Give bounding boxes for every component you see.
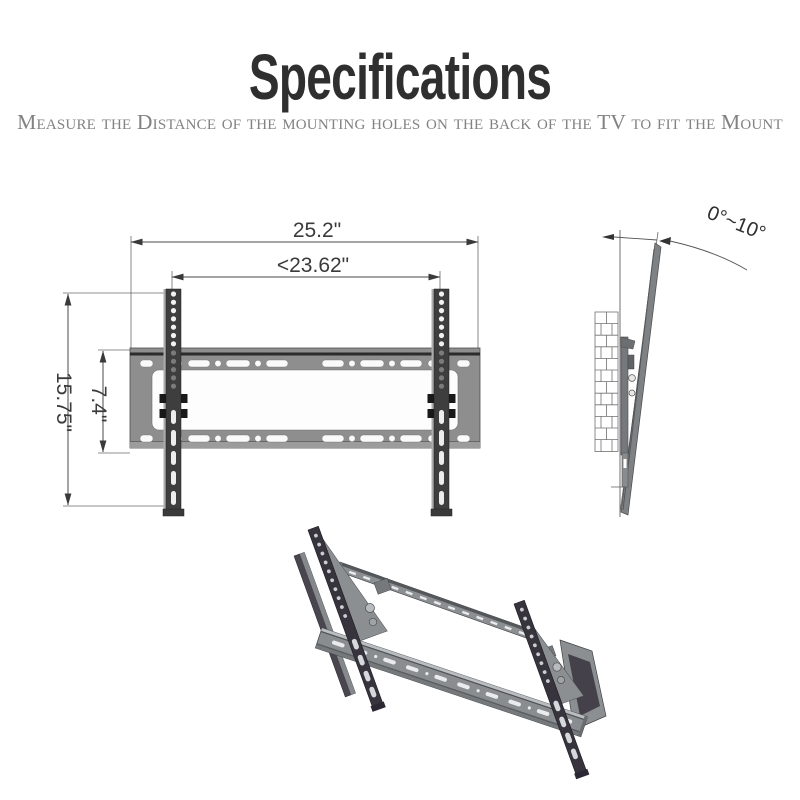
side-view-diagram [575,185,790,525]
dim-label-plate-height: 7.4" [87,385,110,423]
tilt-angle-label: 0°~10° [703,201,769,246]
dim-label-total-height: 15.75" [52,371,75,433]
right-tv-bracket [428,289,456,516]
side-bottom-foot [611,453,628,487]
angle-arc [602,234,747,270]
brick-wall [595,312,618,452]
persp-right-knob-lower [557,676,564,683]
page-subtitle: Measure the Distance of the mounting holes on the back of the TV to fit the Mount [17,110,783,134]
persp-right-knob-upper [553,663,561,671]
bolt-upper [629,375,636,382]
perspective-view-diagram [258,520,628,795]
page-title: Specifications [248,41,552,113]
bolt-lower [629,390,635,396]
persp-left-knob-upper [366,604,375,613]
dim-label-total-width: 25.2" [292,219,342,242]
persp-left-knob-lower [369,618,377,626]
dim-label-hole-width: <23.62" [276,254,350,277]
left-tv-bracket [160,289,188,516]
front-view-diagram [30,205,500,525]
